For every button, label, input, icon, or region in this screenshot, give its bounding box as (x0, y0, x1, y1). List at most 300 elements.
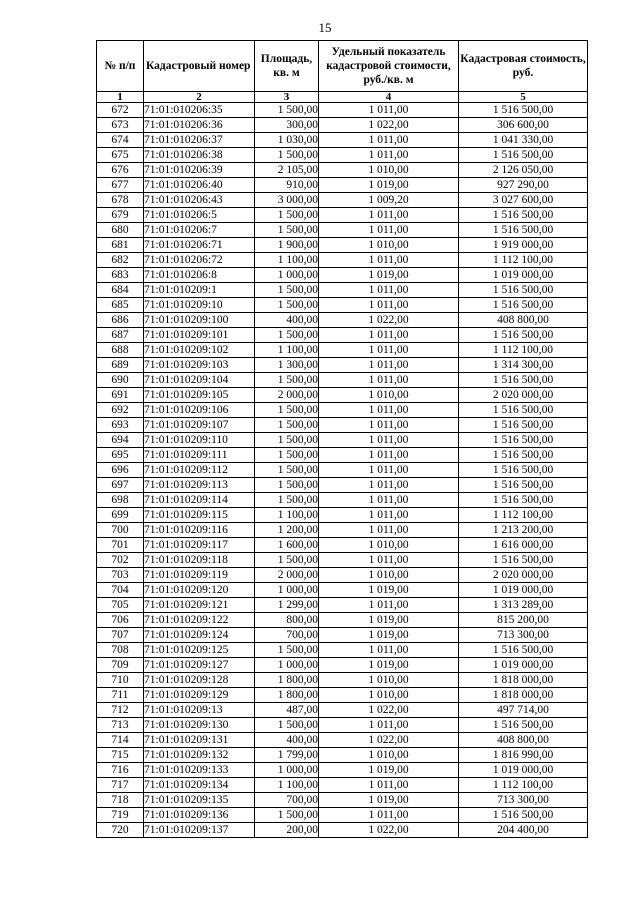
unit-rate-cell: 1 010,00 (319, 163, 459, 178)
header-area: Площадь, кв. м (255, 41, 319, 92)
area-cell: 1 500,00 (255, 643, 319, 658)
unit-rate-cell: 1 011,00 (319, 433, 459, 448)
row-number-cell: 673 (97, 118, 144, 133)
area-cell: 1 000,00 (255, 658, 319, 673)
area-cell: 200,00 (255, 823, 319, 838)
area-cell: 1 500,00 (255, 448, 319, 463)
cadastral-number-cell: 71:01:010209:125 (144, 643, 255, 658)
cadastral-cost-cell: 1 112 100,00 (459, 343, 588, 358)
cadastral-cost-cell: 1 516 500,00 (459, 718, 588, 733)
unit-rate-cell: 1 011,00 (319, 478, 459, 493)
area-cell: 1 000,00 (255, 763, 319, 778)
unit-rate-cell: 1 011,00 (319, 358, 459, 373)
cadastral-number-cell: 71:01:010209:105 (144, 388, 255, 403)
cadastral-number-cell: 71:01:010209:102 (144, 343, 255, 358)
area-cell: 1 500,00 (255, 298, 319, 313)
table-row (97, 778, 588, 793)
table-row (97, 733, 588, 748)
row-number-cell: 692 (97, 403, 144, 418)
table-row (97, 298, 588, 313)
table-row (97, 568, 588, 583)
unit-rate-cell: 1 022,00 (319, 733, 459, 748)
cadastral-cost-cell: 815 200,00 (459, 613, 588, 628)
page-number: 15 (318, 20, 332, 35)
row-number-cell: 694 (97, 433, 144, 448)
unit-rate-cell: 1 010,00 (319, 568, 459, 583)
cadastral-number-cell: 71:01:010209:137 (144, 823, 255, 838)
table-row (97, 763, 588, 778)
cadastral-cost-cell: 2 126 050,00 (459, 163, 588, 178)
table-body (97, 103, 588, 838)
area-cell: 1 300,00 (255, 358, 319, 373)
table-row (97, 463, 588, 478)
cadastral-number-cell: 71:01:010206:8 (144, 268, 255, 283)
cadastral-cost-cell: 1 041 330,00 (459, 133, 588, 148)
cadastral-cost-cell: 1 919 000,00 (459, 238, 588, 253)
row-number-cell: 679 (97, 208, 144, 223)
cadastral-number-cell: 71:01:010206:38 (144, 148, 255, 163)
table-row (97, 538, 588, 553)
unit-rate-cell: 1 011,00 (319, 643, 459, 658)
area-cell: 1 500,00 (255, 208, 319, 223)
area-cell: 1 100,00 (255, 253, 319, 268)
unit-rate-cell: 1 011,00 (319, 283, 459, 298)
cadastral-cost-cell: 1 516 500,00 (459, 553, 588, 568)
column-number: 3 (255, 92, 319, 103)
table-row (97, 148, 588, 163)
area-cell: 1 000,00 (255, 583, 319, 598)
cadastral-cost-cell: 497 714,00 (459, 703, 588, 718)
row-number-cell: 705 (97, 598, 144, 613)
row-number-cell: 699 (97, 508, 144, 523)
cadastral-cost-cell: 1 516 500,00 (459, 643, 588, 658)
cadastral-cost-cell: 1 516 500,00 (459, 298, 588, 313)
area-cell: 3 000,00 (255, 193, 319, 208)
cadastral-number-cell: 71:01:010209:1 (144, 283, 255, 298)
table-row (97, 703, 588, 718)
table-row (97, 478, 588, 493)
area-cell: 1 800,00 (255, 688, 319, 703)
cadastral-cost-cell: 1 516 500,00 (459, 418, 588, 433)
cadastral-number-cell: 71:01:010209:134 (144, 778, 255, 793)
cadastral-number-cell: 71:01:010206:36 (144, 118, 255, 133)
unit-rate-cell: 1 011,00 (319, 448, 459, 463)
cadastral-value-table (96, 40, 588, 838)
cadastral-cost-cell: 1 019 000,00 (459, 583, 588, 598)
unit-rate-cell: 1 019,00 (319, 763, 459, 778)
cadastral-number-cell: 71:01:010206:7 (144, 223, 255, 238)
table-row (97, 793, 588, 808)
cadastral-number-cell: 71:01:010206:43 (144, 193, 255, 208)
table-row (97, 448, 588, 463)
row-number-cell: 717 (97, 778, 144, 793)
area-cell: 1 500,00 (255, 373, 319, 388)
row-number-cell: 697 (97, 478, 144, 493)
unit-rate-cell: 1 011,00 (319, 778, 459, 793)
row-number-cell: 698 (97, 493, 144, 508)
area-cell: 1 600,00 (255, 538, 319, 553)
cadastral-number-cell: 71:01:010209:124 (144, 628, 255, 643)
row-number-cell: 676 (97, 163, 144, 178)
cadastral-number-cell: 71:01:010209:116 (144, 523, 255, 538)
row-number-cell: 696 (97, 463, 144, 478)
cadastral-cost-cell: 1 313 289,00 (459, 598, 588, 613)
cadastral-number-cell: 71:01:010206:71 (144, 238, 255, 253)
cadastral-cost-cell: 306 600,00 (459, 118, 588, 133)
table-row (97, 508, 588, 523)
cadastral-cost-cell: 2 020 000,00 (459, 568, 588, 583)
row-number-cell: 674 (97, 133, 144, 148)
cadastral-cost-cell: 1 019 000,00 (459, 658, 588, 673)
header-unit-rate: Удельный показатель кадастровой стоимости, руб./кв. м (319, 41, 459, 92)
area-cell: 700,00 (255, 628, 319, 643)
cadastral-cost-cell: 1 516 500,00 (459, 148, 588, 163)
area-cell: 910,00 (255, 178, 319, 193)
unit-rate-cell: 1 019,00 (319, 658, 459, 673)
row-number-cell: 680 (97, 223, 144, 238)
cadastral-number-cell: 71:01:010209:101 (144, 328, 255, 343)
area-cell: 1 200,00 (255, 523, 319, 538)
cadastral-number-cell: 71:01:010209:130 (144, 718, 255, 733)
unit-rate-cell: 1 009,20 (319, 193, 459, 208)
row-number-cell: 703 (97, 568, 144, 583)
cadastral-cost-cell: 1 112 100,00 (459, 508, 588, 523)
cadastral-number-cell: 71:01:010209:117 (144, 538, 255, 553)
table-row (97, 193, 588, 208)
cadastral-number-cell: 71:01:010209:131 (144, 733, 255, 748)
area-cell: 1 500,00 (255, 328, 319, 343)
table-row (97, 313, 588, 328)
area-cell: 2 105,00 (255, 163, 319, 178)
cadastral-cost-cell: 1 516 500,00 (459, 103, 588, 118)
row-number-cell: 686 (97, 313, 144, 328)
area-cell: 1 500,00 (255, 463, 319, 478)
unit-rate-cell: 1 022,00 (319, 118, 459, 133)
unit-rate-cell: 1 011,00 (319, 718, 459, 733)
cadastral-number-cell: 71:01:010209:115 (144, 508, 255, 523)
cadastral-number-cell: 71:01:010209:136 (144, 808, 255, 823)
row-number-cell: 712 (97, 703, 144, 718)
cadastral-number-cell: 71:01:010209:10 (144, 298, 255, 313)
area-cell: 1 500,00 (255, 478, 319, 493)
table-row (97, 283, 588, 298)
area-cell: 1 500,00 (255, 148, 319, 163)
area-cell: 1 799,00 (255, 748, 319, 763)
cadastral-number-cell: 71:01:010209:119 (144, 568, 255, 583)
table-row (97, 493, 588, 508)
table-row (97, 253, 588, 268)
row-number-cell: 706 (97, 613, 144, 628)
row-number-cell: 714 (97, 733, 144, 748)
table-row (97, 613, 588, 628)
table-row (97, 523, 588, 538)
row-number-cell: 685 (97, 298, 144, 313)
unit-rate-cell: 1 010,00 (319, 748, 459, 763)
area-cell: 800,00 (255, 613, 319, 628)
row-number-cell: 715 (97, 748, 144, 763)
cadastral-cost-cell: 1 516 500,00 (459, 808, 588, 823)
row-number-cell: 708 (97, 643, 144, 658)
cadastral-number-cell: 71:01:010209:106 (144, 403, 255, 418)
unit-rate-cell: 1 011,00 (319, 208, 459, 223)
unit-rate-cell: 1 010,00 (319, 388, 459, 403)
cadastral-cost-cell: 1 314 300,00 (459, 358, 588, 373)
unit-rate-cell: 1 011,00 (319, 418, 459, 433)
cadastral-number-cell: 71:01:010209:113 (144, 478, 255, 493)
cadastral-cost-cell: 1 019 000,00 (459, 763, 588, 778)
cadastral-cost-cell: 1 516 500,00 (459, 283, 588, 298)
area-cell: 400,00 (255, 733, 319, 748)
column-number: 5 (459, 92, 588, 103)
table-row (97, 133, 588, 148)
cadastral-cost-cell: 3 027 600,00 (459, 193, 588, 208)
row-number-cell: 709 (97, 658, 144, 673)
cadastral-cost-cell: 408 800,00 (459, 313, 588, 328)
header-row-number: № п/п (97, 41, 144, 92)
unit-rate-cell: 1 019,00 (319, 613, 459, 628)
cadastral-number-cell: 71:01:010206:40 (144, 178, 255, 193)
column-number: 2 (144, 92, 255, 103)
row-number-cell: 681 (97, 238, 144, 253)
area-cell: 1 500,00 (255, 433, 319, 448)
table-row (97, 823, 588, 838)
unit-rate-cell: 1 022,00 (319, 703, 459, 718)
unit-rate-cell: 1 011,00 (319, 133, 459, 148)
unit-rate-cell: 1 011,00 (319, 403, 459, 418)
header-cadastral-number: Кадастровый номер (144, 41, 255, 92)
cadastral-number-cell: 71:01:010209:120 (144, 583, 255, 598)
column-number: 1 (97, 92, 144, 103)
row-number-cell: 720 (97, 823, 144, 838)
cadastral-cost-cell: 1 516 500,00 (459, 463, 588, 478)
column-number-row (97, 92, 588, 103)
cadastral-number-cell: 71:01:010209:128 (144, 673, 255, 688)
row-number-cell: 695 (97, 448, 144, 463)
header-cadastral-cost: Кадастровая стоимость, руб. (459, 41, 588, 92)
unit-rate-cell: 1 010,00 (319, 688, 459, 703)
cadastral-number-cell: 71:01:010209:103 (144, 358, 255, 373)
cadastral-cost-cell: 1 818 000,00 (459, 673, 588, 688)
unit-rate-cell: 1 011,00 (319, 508, 459, 523)
area-cell: 1 100,00 (255, 508, 319, 523)
cadastral-number-cell: 71:01:010209:13 (144, 703, 255, 718)
cadastral-cost-cell: 1 112 100,00 (459, 778, 588, 793)
cadastral-number-cell: 71:01:010209:121 (144, 598, 255, 613)
unit-rate-cell: 1 011,00 (319, 298, 459, 313)
unit-rate-cell: 1 011,00 (319, 148, 459, 163)
unit-rate-cell: 1 011,00 (319, 343, 459, 358)
unit-rate-cell: 1 019,00 (319, 793, 459, 808)
row-number-cell: 693 (97, 418, 144, 433)
area-cell: 1 100,00 (255, 343, 319, 358)
unit-rate-cell: 1 022,00 (319, 313, 459, 328)
table-row (97, 373, 588, 388)
table-row (97, 718, 588, 733)
cadastral-number-cell: 71:01:010206:39 (144, 163, 255, 178)
header-row (97, 41, 588, 92)
table-row (97, 223, 588, 238)
row-number-cell: 702 (97, 553, 144, 568)
cadastral-cost-cell: 713 300,00 (459, 628, 588, 643)
cadastral-number-cell: 71:01:010209:127 (144, 658, 255, 673)
cadastral-cost-cell: 1 616 000,00 (459, 538, 588, 553)
table-row (97, 598, 588, 613)
cadastral-cost-cell: 1 816 990,00 (459, 748, 588, 763)
table-row (97, 808, 588, 823)
cadastral-number-cell: 71:01:010206:35 (144, 103, 255, 118)
cadastral-cost-cell: 1 516 500,00 (459, 433, 588, 448)
unit-rate-cell: 1 011,00 (319, 808, 459, 823)
cadastral-cost-cell: 713 300,00 (459, 793, 588, 808)
table-row (97, 178, 588, 193)
row-number-cell: 710 (97, 673, 144, 688)
table-row (97, 658, 588, 673)
unit-rate-cell: 1 019,00 (319, 628, 459, 643)
unit-rate-cell: 1 011,00 (319, 328, 459, 343)
row-number-cell: 684 (97, 283, 144, 298)
table-row (97, 433, 588, 448)
cadastral-number-cell: 71:01:010209:118 (144, 553, 255, 568)
cadastral-cost-cell: 408 800,00 (459, 733, 588, 748)
cadastral-cost-cell: 1 516 500,00 (459, 208, 588, 223)
cadastral-number-cell: 71:01:010209:107 (144, 418, 255, 433)
row-number-cell: 683 (97, 268, 144, 283)
row-number-cell: 704 (97, 583, 144, 598)
table-row (97, 643, 588, 658)
area-cell: 487,00 (255, 703, 319, 718)
column-number: 4 (319, 92, 459, 103)
row-number-cell: 672 (97, 103, 144, 118)
unit-rate-cell: 1 011,00 (319, 463, 459, 478)
row-number-cell: 687 (97, 328, 144, 343)
row-number-cell: 675 (97, 148, 144, 163)
cadastral-cost-cell: 1 516 500,00 (459, 493, 588, 508)
area-cell: 1 500,00 (255, 103, 319, 118)
cadastral-number-cell: 71:01:010209:114 (144, 493, 255, 508)
row-number-cell: 711 (97, 688, 144, 703)
cadastral-cost-cell: 1 112 100,00 (459, 253, 588, 268)
unit-rate-cell: 1 022,00 (319, 823, 459, 838)
area-cell: 1 900,00 (255, 238, 319, 253)
area-cell: 1 299,00 (255, 598, 319, 613)
area-cell: 1 500,00 (255, 403, 319, 418)
row-number-cell: 716 (97, 763, 144, 778)
unit-rate-cell: 1 011,00 (319, 598, 459, 613)
cadastral-cost-cell: 1 019 000,00 (459, 268, 588, 283)
table-row (97, 268, 588, 283)
table-row (97, 208, 588, 223)
table-row (97, 343, 588, 358)
cadastral-number-cell: 71:01:010209:135 (144, 793, 255, 808)
row-number-cell: 688 (97, 343, 144, 358)
area-cell: 1 500,00 (255, 718, 319, 733)
cadastral-number-cell: 71:01:010209:110 (144, 433, 255, 448)
area-cell: 1 800,00 (255, 673, 319, 688)
row-number-cell: 707 (97, 628, 144, 643)
cadastral-cost-cell: 1 818 000,00 (459, 688, 588, 703)
area-cell: 1 030,00 (255, 133, 319, 148)
unit-rate-cell: 1 019,00 (319, 178, 459, 193)
row-number-cell: 719 (97, 808, 144, 823)
unit-rate-cell: 1 010,00 (319, 673, 459, 688)
cadastral-number-cell: 71:01:010206:72 (144, 253, 255, 268)
row-number-cell: 689 (97, 358, 144, 373)
unit-rate-cell: 1 011,00 (319, 103, 459, 118)
row-number-cell: 701 (97, 538, 144, 553)
cadastral-cost-cell: 927 290,00 (459, 178, 588, 193)
cadastral-cost-cell: 2 020 000,00 (459, 388, 588, 403)
table-row (97, 673, 588, 688)
unit-rate-cell: 1 019,00 (319, 268, 459, 283)
table-row (97, 388, 588, 403)
row-number-cell: 677 (97, 178, 144, 193)
area-cell: 1 500,00 (255, 553, 319, 568)
unit-rate-cell: 1 011,00 (319, 523, 459, 538)
unit-rate-cell: 1 010,00 (319, 538, 459, 553)
row-number-cell: 682 (97, 253, 144, 268)
row-number-cell: 718 (97, 793, 144, 808)
area-cell: 1 500,00 (255, 283, 319, 298)
cadastral-cost-cell: 1 213 200,00 (459, 523, 588, 538)
row-number-cell: 690 (97, 373, 144, 388)
row-number-cell: 678 (97, 193, 144, 208)
area-cell: 700,00 (255, 793, 319, 808)
cadastral-cost-cell: 1 516 500,00 (459, 448, 588, 463)
table-row (97, 688, 588, 703)
table-row (97, 103, 588, 118)
cadastral-number-cell: 71:01:010209:112 (144, 463, 255, 478)
row-number-cell: 700 (97, 523, 144, 538)
unit-rate-cell: 1 011,00 (319, 223, 459, 238)
cadastral-number-cell: 71:01:010209:132 (144, 748, 255, 763)
unit-rate-cell: 1 011,00 (319, 373, 459, 388)
row-number-cell: 691 (97, 388, 144, 403)
unit-rate-cell: 1 019,00 (319, 583, 459, 598)
table-row (97, 118, 588, 133)
area-cell: 1 500,00 (255, 418, 319, 433)
table-row (97, 403, 588, 418)
area-cell: 1 000,00 (255, 268, 319, 283)
unit-rate-cell: 1 011,00 (319, 493, 459, 508)
cadastral-number-cell: 71:01:010209:122 (144, 613, 255, 628)
cadastral-cost-cell: 204 400,00 (459, 823, 588, 838)
row-number-cell: 713 (97, 718, 144, 733)
cadastral-cost-cell: 1 516 500,00 (459, 478, 588, 493)
table-row (97, 358, 588, 373)
table-row (97, 628, 588, 643)
cadastral-number-cell: 71:01:010206:5 (144, 208, 255, 223)
table-row (97, 328, 588, 343)
table-header (97, 41, 588, 103)
area-cell: 1 500,00 (255, 493, 319, 508)
table-row (97, 163, 588, 178)
cadastral-number-cell: 71:01:010206:37 (144, 133, 255, 148)
area-cell: 1 500,00 (255, 223, 319, 238)
cadastral-number-cell: 71:01:010209:133 (144, 763, 255, 778)
area-cell: 2 000,00 (255, 568, 319, 583)
area-cell: 400,00 (255, 313, 319, 328)
cadastral-cost-cell: 1 516 500,00 (459, 223, 588, 238)
cadastral-cost-cell: 1 516 500,00 (459, 373, 588, 388)
cadastral-cost-cell: 1 516 500,00 (459, 403, 588, 418)
area-cell: 1 100,00 (255, 778, 319, 793)
cadastral-number-cell: 71:01:010209:129 (144, 688, 255, 703)
unit-rate-cell: 1 010,00 (319, 238, 459, 253)
cadastral-cost-cell: 1 516 500,00 (459, 328, 588, 343)
table-row (97, 583, 588, 598)
area-cell: 1 500,00 (255, 808, 319, 823)
cadastral-number-cell: 71:01:010209:100 (144, 313, 255, 328)
